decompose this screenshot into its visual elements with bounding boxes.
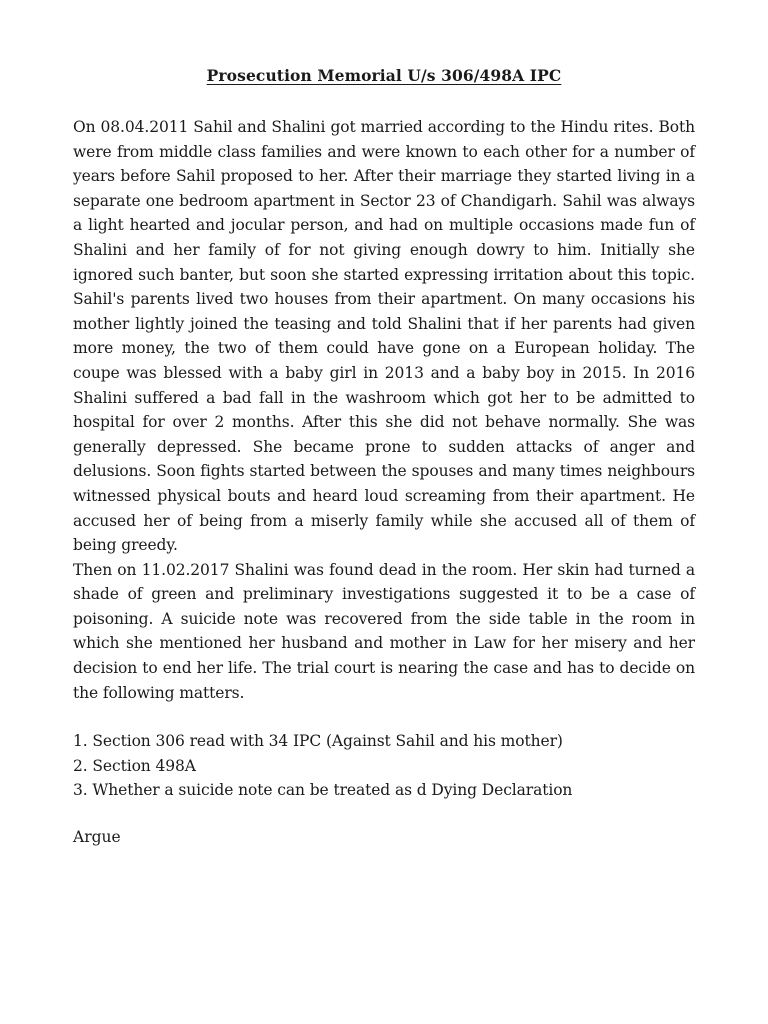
incident-paragraph: Then on 11.02.2017 Shalini was found dead in the room. Her skin had turned a shade of green and preliminary investigations suggested it to be a case of poisoning. A suicide note was recovered from the side table in the room in which she mentioned her husband and mother in Law for her misery and her decision to end her life. The trial court is nearing the case and has to decide on the following matters. <box>73 560 695 702</box>
document-page <box>73 66 695 850</box>
matter-item: 2. Section 498A <box>73 756 196 775</box>
matter-item: 3. Whether a suicide note can be treated as d Dying Declaration <box>73 781 573 800</box>
matters-list <box>73 729 695 803</box>
closing-instruction: Argue <box>73 828 121 847</box>
facts-paragraph: On 08.04.2011 Sahil and Shalini got married according to the Hindu rites. Both were from middle class families and were known to each other for a number of years before Sahil proposed to her. After their marriage they started living in a separate one bedroom apartment in Sector 23 of Chandigarh. Sahil was always a light hearted and jocular person, and had on multiple occasions made fun of Shalini and her family of for not giving enough dowry to him. Initially she ignored such banter, but soon she started expressing irritation about this topic. Sahil's parents lived two houses from their apartment. On many occasions his mother lightly joined the teasing and told Shalini that if her parents had given more money, the two of them could have gone on a European holiday. The coupe was blessed with a baby girl in 2013 and a baby boy in 2015. In 2016 Shalini suffered a bad fall in the washroom which got her to be admitted to hospital for over 2 months. After this she did not behave normally. She was generally depressed. She became prone to sudden attacks of anger and delusions. Soon fights started between the spouses and many times neighbours witnessed physical bouts and heard loud screaming from their apartment. He accused her of being from a miserly family while she accused all of them of being greedy. <box>73 118 695 555</box>
document-title: Prosecution Memorial U/s 306/498A IPC <box>206 66 562 85</box>
matter-item: 1. Section 306 read with 34 IPC (Against Sahil and his mother) <box>73 732 563 751</box>
